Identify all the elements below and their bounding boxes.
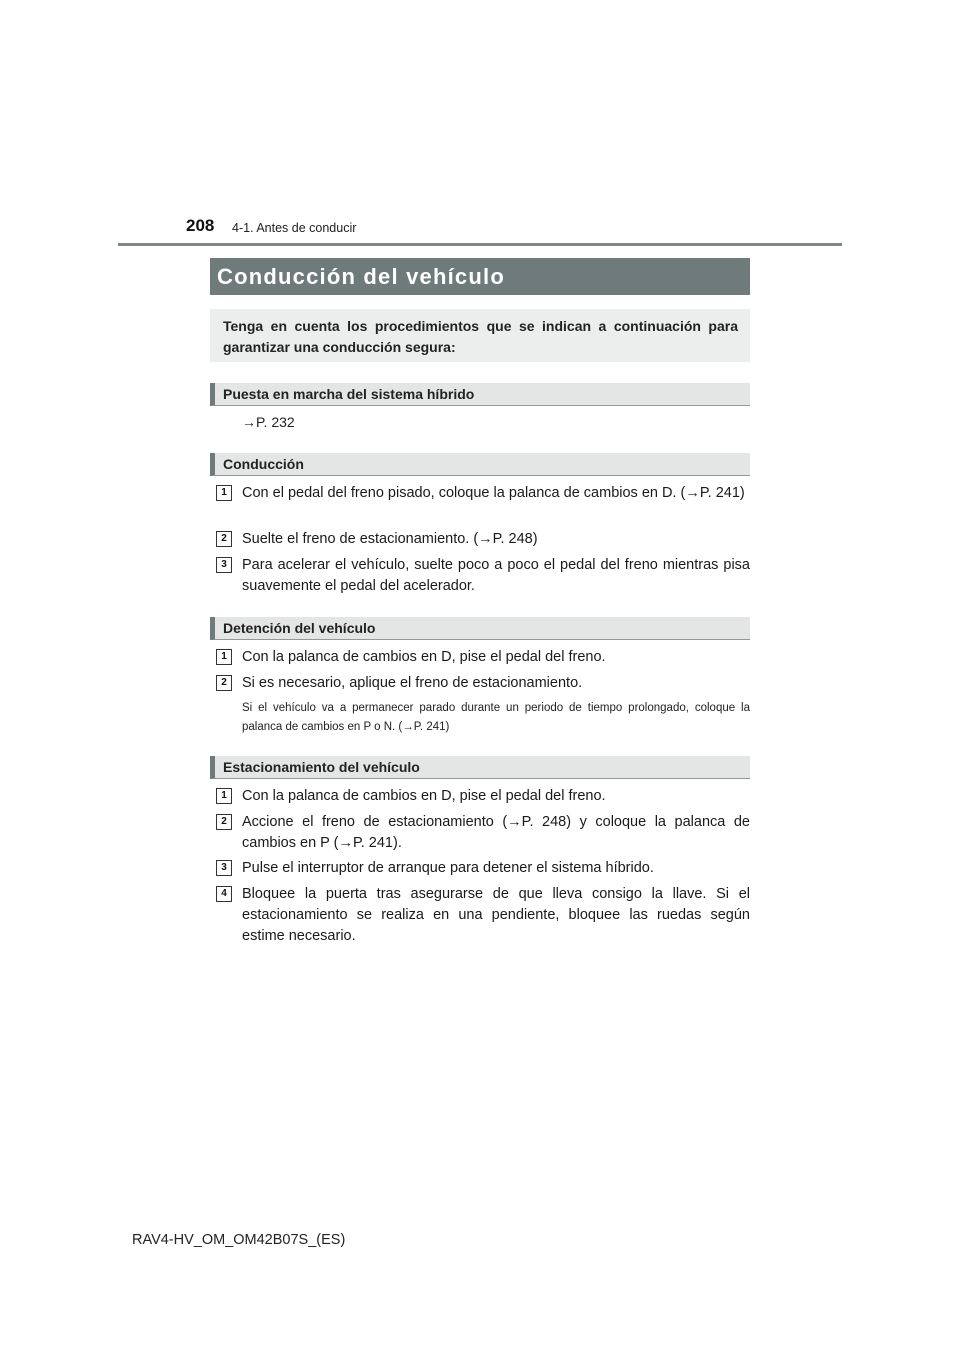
step-text: Bloquee la puerta tras asegurarse de que lleva consigo la llave. Si el estacionamiento se realiza en una pendiente, bloquee las ruedas según estime necesario. [242,886,750,944]
step-text: Con el pedal del freno pisado, coloque la palanca de cambios en D. (→P. 241) [242,485,745,501]
parking-step-4 [216,884,750,947]
page-reference: →P. 232 [242,414,295,430]
subheading-driving: Conducción [210,453,750,476]
intro-box: Tenga en cuenta los procedimientos que se indican a continuación para garantizar una conducción segura: [210,309,750,362]
step-text: Suelte el freno de estacionamiento. (→P. 248) [242,531,538,547]
step-number-badge: 1 [216,485,232,501]
step-number-badge: 2 [216,814,232,830]
parking-step-1 [216,786,750,807]
step-text: Si es necesario, aplique el freno de estacionamiento. [242,675,583,691]
subheading-start: Puesta en marcha del sistema híbrido [210,383,750,406]
parking-step-3 [216,858,750,879]
stopping-step-2 [216,673,750,694]
step-number-badge: 3 [216,860,232,876]
step-number-badge: 3 [216,557,232,573]
step-number-badge: 4 [216,886,232,902]
step-number-badge: 2 [216,675,232,691]
page-title-bar [210,258,750,295]
step-text: Accione el freno de estacionamiento (→P. 248) y coloque la palanca de cambios en P (→P. 241). [242,814,750,851]
page-title: Conducción del vehículo [217,263,505,289]
step-text: Con la palanca de cambios en D, pise el pedal del freno. [242,649,606,665]
header-divider [118,243,842,246]
driving-step-3 [216,555,750,597]
step-number-badge: 1 [216,788,232,804]
page-number: 208 [186,216,215,235]
step-text: Con la palanca de cambios en D, pise el pedal del freno. [242,788,606,804]
driving-step-1 [216,483,750,504]
parking-step-2 [216,812,750,854]
subheading-parking: Estacionamiento del vehículo [210,756,750,779]
stopping-step-1 [216,647,750,668]
section-breadcrumb: 4-1. Antes de conducir [232,221,357,235]
step-number-badge: 1 [216,649,232,665]
step-text: Pulse el interruptor de arranque para detener el sistema híbrido. [242,860,654,876]
stopping-note: Si el vehículo va a permanecer parado durante un periodo de tiempo prolongado, coloque la palanca de cambios en P o N. (→P. 241) [242,702,750,733]
driving-step-2 [216,529,750,550]
step-number-badge: 2 [216,531,232,547]
step-text: Para acelerar el vehículo, suelte poco a poco el pedal del freno mientras pisa suavemente el pedal del acelerador. [242,557,750,594]
document-footer-code: RAV4-HV_OM_OM42B07S_(ES) [132,1232,346,1248]
subheading-stopping: Detención del vehículo [210,617,750,640]
